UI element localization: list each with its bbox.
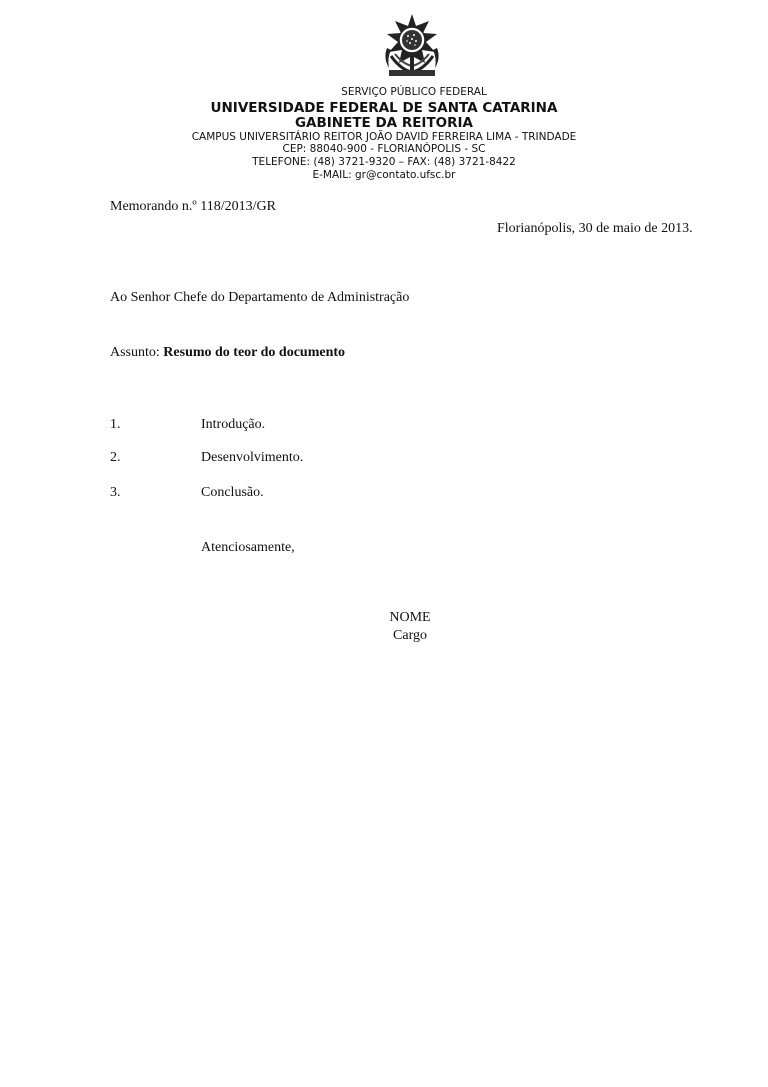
list-item-number: 1. (110, 417, 121, 432)
list-item-text: Introdução. (201, 417, 266, 432)
coat-of-arms-icon (381, 12, 443, 80)
subject-label: Assunto: (110, 345, 164, 360)
campus-address: CAMPUS UNIVERSITÁRIO REITOR JOÃO DAVID FERREIRA LIMA - TRINDADE (191, 131, 577, 143)
list-item-text: Conclusão. (201, 485, 264, 500)
signature-name: NOME (389, 610, 431, 625)
subject-line (110, 345, 345, 361)
list-item-number: 2. (110, 450, 121, 465)
list-item-text: Desenvolvimento. (201, 450, 304, 465)
postal-code: CEP: 88040-900 - FLORIANÓPOLIS - SC (282, 143, 486, 155)
university-name: UNIVERSIDADE FEDERAL DE SANTA CATARINA (210, 100, 558, 116)
phone-fax: TELEFONE: (48) 3721-9320 – FAX: (48) 3721-8422 (252, 156, 516, 168)
list-item-number: 3. (110, 485, 121, 500)
addressee: Ao Senhor Chefe do Departamento de Administração (110, 290, 410, 305)
signature-role: Cargo (393, 628, 427, 643)
memo-number: Memorando n.º 118/2013/GR (110, 199, 276, 214)
closing-salutation: Atenciosamente, (201, 540, 295, 555)
memo-date: Florianópolis, 30 de maio de 2013. (497, 221, 693, 236)
email-address: E-MAIL: gr@contato.ufsc.br (312, 169, 456, 181)
office-name: GABINETE DA REITORIA (294, 115, 474, 131)
subject-value: Resumo do teor do documento (163, 345, 346, 360)
service-header: SERVIÇO PÚBLICO FEDERAL (341, 86, 487, 98)
